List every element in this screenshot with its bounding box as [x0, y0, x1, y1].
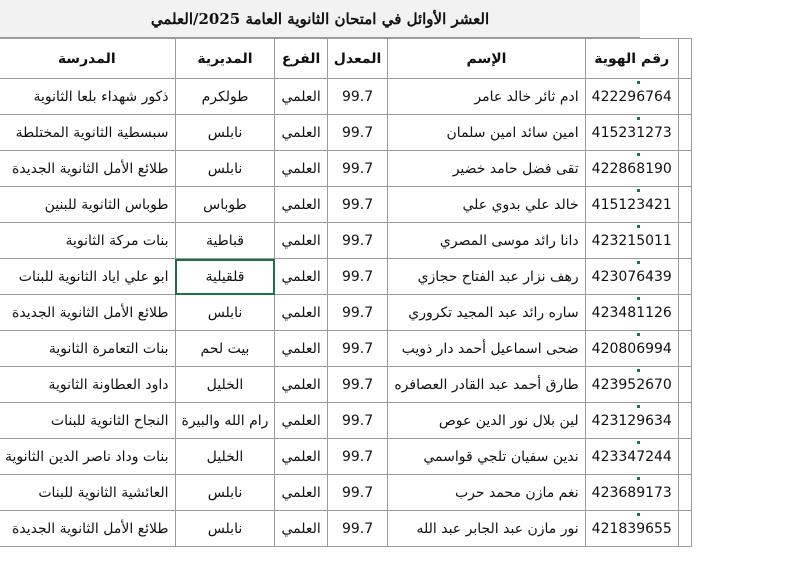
cell-branch[interactable]: العلمي [275, 115, 327, 151]
cell-branch[interactable]: العلمي [275, 295, 327, 331]
cell-name[interactable]: تقى فضل حامد خضير [388, 151, 585, 187]
cell-school[interactable]: بنات وداد ناصر الدين الثانوية [0, 439, 175, 475]
edge-cell[interactable] [678, 475, 691, 511]
row-edge-marker [637, 513, 640, 516]
cell-id[interactable]: 423689173 [585, 475, 678, 511]
cell-id[interactable]: 423347244 [585, 439, 678, 475]
cell-id[interactable]: 415231273 [585, 115, 678, 151]
row-edge-marker [637, 261, 640, 264]
cell-directorate[interactable]: نابلس [175, 475, 275, 511]
cell-id[interactable]: 423215011 [585, 223, 678, 259]
cell-branch[interactable]: العلمي [275, 475, 327, 511]
row-edge-marker [637, 441, 640, 444]
header-edge-cell[interactable] [678, 39, 691, 79]
header-branch[interactable]: الفرع [275, 39, 327, 79]
row-edge-marker [637, 81, 640, 84]
cell-average[interactable]: 99.7 [327, 115, 388, 151]
table-row [0, 115, 691, 151]
cell-id[interactable]: 423481126 [585, 295, 678, 331]
table-row [0, 223, 691, 259]
cell-school[interactable]: طوباس الثانوية للبنين [0, 187, 175, 223]
row-edge-marker [637, 369, 640, 372]
cell-directorate[interactable]: نابلس [175, 295, 275, 331]
cell-school[interactable]: طلائع الأمل الثانوية الجديدة [0, 511, 175, 547]
edge-cell[interactable] [678, 223, 691, 259]
cell-branch[interactable]: العلمي [275, 187, 327, 223]
cell-branch[interactable]: العلمي [275, 403, 327, 439]
edge-cell[interactable] [678, 439, 691, 475]
cell-school[interactable]: ابو علي اياد الثانوية للبنات [0, 259, 175, 295]
edge-cell[interactable] [678, 115, 691, 151]
table-row [0, 475, 691, 511]
selected-cell[interactable]: قلقيلية [175, 259, 275, 295]
cell-average[interactable]: 99.7 [327, 187, 388, 223]
cell-directorate[interactable]: الخليل [175, 367, 275, 403]
cell-branch[interactable]: العلمي [275, 367, 327, 403]
row-edge-marker [637, 153, 640, 156]
cell-school[interactable]: بنات التعامرة الثانوية [0, 331, 175, 367]
row-edge-marker [637, 333, 640, 336]
row-edge-marker [637, 117, 640, 120]
cell-name[interactable]: امين سائد امين سلمان [388, 115, 585, 151]
cell-id[interactable]: 423076439 [585, 259, 678, 295]
table-row [0, 259, 691, 295]
cell-average[interactable]: 99.7 [327, 151, 388, 187]
cell-name[interactable]: لين بلال نور الدين عوص [388, 403, 585, 439]
header-row [0, 39, 691, 79]
cell-average[interactable]: 99.7 [327, 475, 388, 511]
cell-name[interactable]: ساره رائد عبد المجيد تكروري [388, 295, 585, 331]
cell-id[interactable]: 420806994 [585, 331, 678, 367]
cell-name[interactable]: نغم مازن محمد حرب [388, 475, 585, 511]
cell-school[interactable]: داود العطاونة الثانوية [0, 367, 175, 403]
header-directorate[interactable]: المديرية [175, 39, 275, 79]
cell-school[interactable]: بنات مركة الثانوية [0, 223, 175, 259]
row-edge-marker [637, 225, 640, 228]
cell-school[interactable]: طلائع الأمل الثانوية الجديدة [0, 151, 175, 187]
edge-cell[interactable] [678, 187, 691, 223]
cell-average[interactable]: 99.7 [327, 439, 388, 475]
cell-branch[interactable]: العلمي [275, 259, 327, 295]
cell-id[interactable]: 422296764 [585, 79, 678, 115]
cell-name[interactable]: طارق أحمد عبد القادر العصافره [388, 367, 585, 403]
cell-id[interactable]: 421839655 [585, 511, 678, 547]
cell-name[interactable]: ادم ثائر خالد عامر [388, 79, 585, 115]
cell-school[interactable]: طلائع الأمل الثانوية الجديدة [0, 295, 175, 331]
header-school[interactable]: المدرسة [0, 39, 175, 79]
cell-directorate[interactable]: نابلس [175, 511, 275, 547]
cell-average[interactable]: 99.7 [327, 403, 388, 439]
cell-branch[interactable]: العلمي [275, 79, 327, 115]
edge-cell[interactable] [678, 331, 691, 367]
cell-name[interactable]: دانا رائد موسى المصري [388, 223, 585, 259]
cell-directorate[interactable]: رام الله والبيرة [175, 403, 275, 439]
edge-cell[interactable] [678, 511, 691, 547]
edge-cell[interactable] [678, 259, 691, 295]
results-table [0, 38, 692, 547]
cell-school[interactable]: ذكور شهداء بلعا الثانوية [0, 79, 175, 115]
cell-branch[interactable]: العلمي [275, 223, 327, 259]
edge-cell[interactable] [678, 367, 691, 403]
cell-average[interactable]: 99.7 [327, 223, 388, 259]
cell-name[interactable]: ندين سفيان تلجي قواسمي [388, 439, 585, 475]
cell-branch[interactable]: العلمي [275, 439, 327, 475]
row-edge-marker [637, 405, 640, 408]
cell-directorate[interactable]: الخليل [175, 439, 275, 475]
cell-name[interactable]: ضحى اسماعيل أحمد دار ذويب [388, 331, 585, 367]
cell-id[interactable]: 415123421 [585, 187, 678, 223]
table-row [0, 403, 691, 439]
table-row [0, 187, 691, 223]
table-row [0, 295, 691, 331]
table-row [0, 439, 691, 475]
table-title-cell[interactable] [0, 0, 640, 38]
edge-cell[interactable] [678, 151, 691, 187]
cell-id[interactable]: 422868190 [585, 151, 678, 187]
cell-average[interactable]: 99.7 [327, 511, 388, 547]
cell-school[interactable]: النجاح الثانوية للبنات [0, 403, 175, 439]
cell-name[interactable]: خالد علي بدوي علي [388, 187, 585, 223]
edge-cell[interactable] [678, 79, 691, 115]
row-edge-marker [637, 189, 640, 192]
cell-directorate[interactable]: طولكرم [175, 79, 275, 115]
cell-average[interactable]: 99.7 [327, 331, 388, 367]
cell-average[interactable]: 99.7 [327, 79, 388, 115]
table-row [0, 511, 691, 547]
table-row [0, 331, 691, 367]
cell-name[interactable]: نور مازن عبد الجابر عبد الله [388, 511, 585, 547]
row-edge-marker [637, 297, 640, 300]
cell-school[interactable]: العائشية الثانوية للبنات [0, 475, 175, 511]
header-name[interactable]: الإسم [388, 39, 585, 79]
cell-average[interactable]: 99.7 [327, 295, 388, 331]
cell-school[interactable]: سبسطية الثانوية المختلطة [0, 115, 175, 151]
header-id[interactable]: رقم الهوية [585, 39, 678, 79]
cell-branch[interactable]: العلمي [275, 151, 327, 187]
table-row [0, 151, 691, 187]
cell-directorate[interactable]: طوباس [175, 187, 275, 223]
table-row [0, 367, 691, 403]
cell-directorate[interactable]: نابلس [175, 115, 275, 151]
cell-average[interactable]: 99.7 [327, 367, 388, 403]
cell-branch[interactable]: العلمي [275, 511, 327, 547]
cell-directorate[interactable]: نابلس [175, 151, 275, 187]
cell-id[interactable]: 423129634 [585, 403, 678, 439]
cell-branch[interactable]: العلمي [275, 331, 327, 367]
cell-name[interactable]: رهف نزار عبد الفتاح حجازي [388, 259, 585, 295]
cell-average[interactable]: 99.7 [327, 259, 388, 295]
cell-id[interactable]: 423952670 [585, 367, 678, 403]
edge-cell[interactable] [678, 295, 691, 331]
cell-directorate[interactable]: قباطية [175, 223, 275, 259]
table-row [0, 79, 691, 115]
row-edge-marker [637, 477, 640, 480]
page-title: العشر الأوائل في امتحان الثانوية العامة 2025/العلمي [150, 10, 490, 28]
edge-cell[interactable] [678, 403, 691, 439]
cell-directorate[interactable]: بيت لحم [175, 331, 275, 367]
header-average[interactable]: المعدل [327, 39, 388, 79]
